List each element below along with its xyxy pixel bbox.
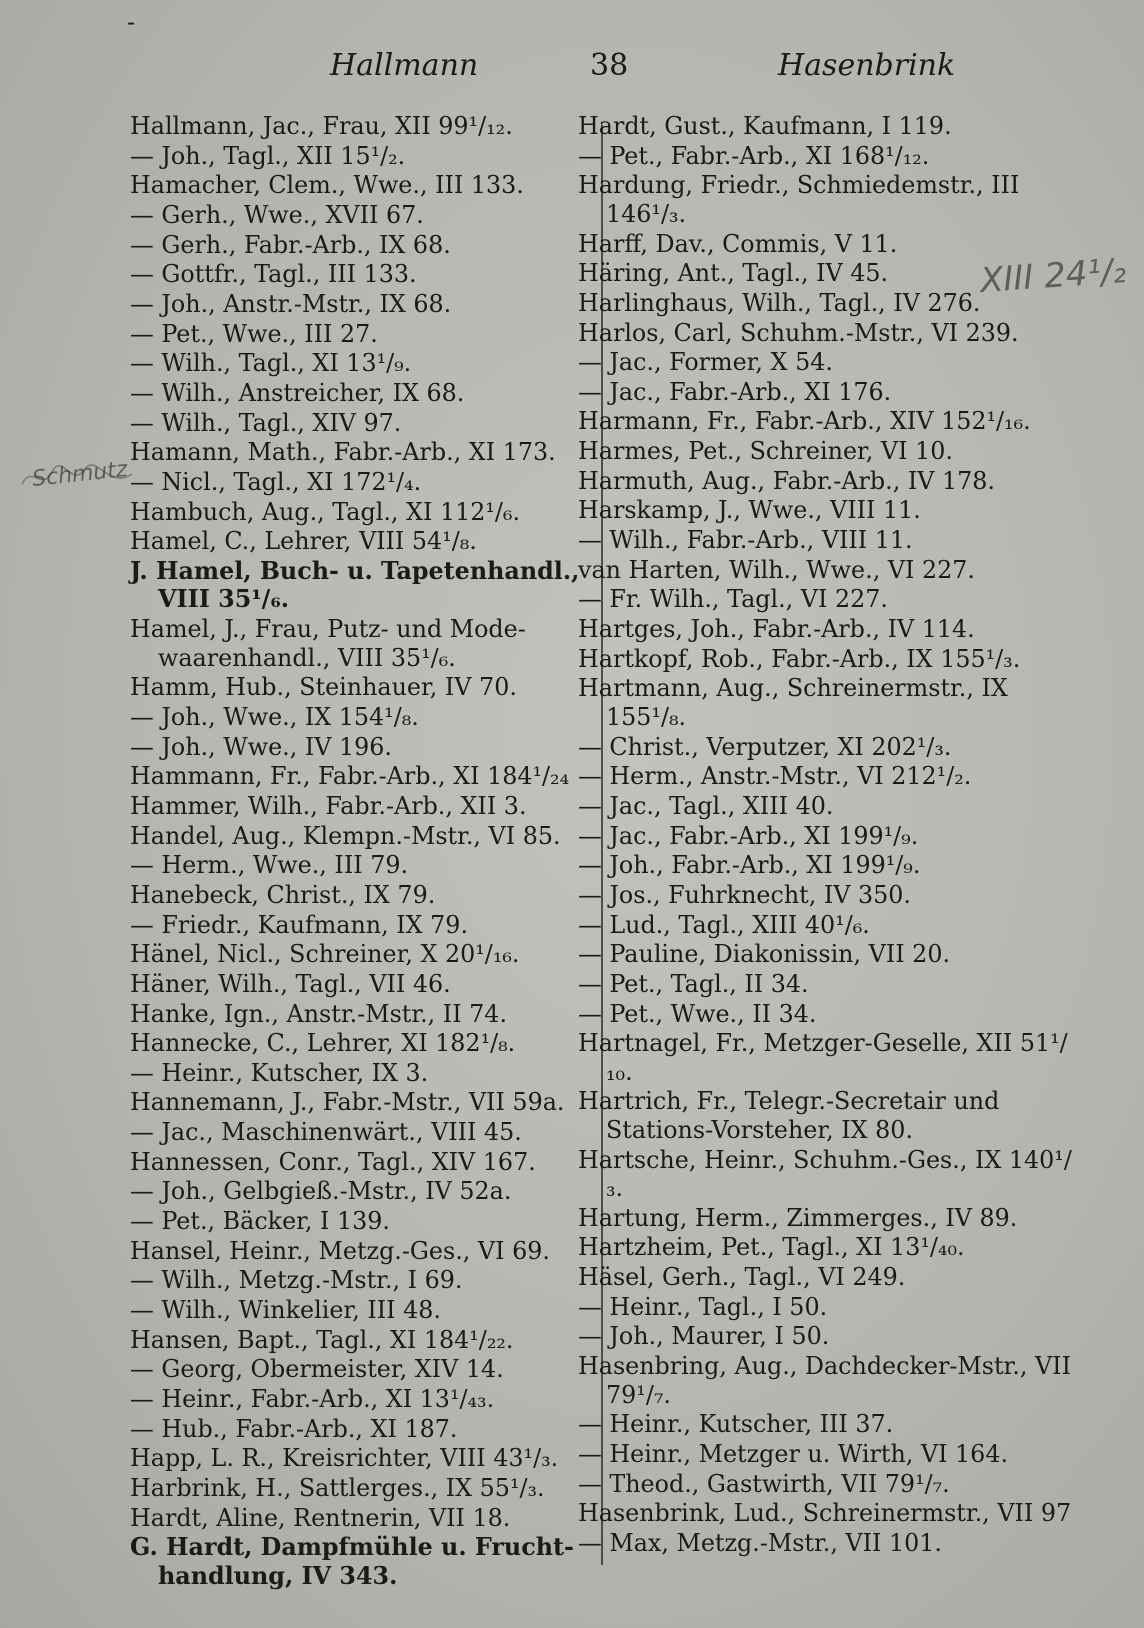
- directory-entry: Harmann, Fr., Fabr.-Arb., XIV 152¹/₁₆.: [578, 407, 1031, 436]
- directory-entry: Hannessen, Conr., Tagl., XIV 167.: [130, 1147, 536, 1176]
- directory-entry: Hasenbring, Aug., Dachdecker-Mstr., VII 79¹/₇.: [578, 1352, 1071, 1409]
- directory-entry: — Heinr., Tagl., I 50.: [578, 1292, 828, 1321]
- directory-entry: Häner, Wilh., Tagl., VII 46.: [130, 969, 451, 998]
- directory-entry: — Jac., Fabr.-Arb., XI 199¹/₉.: [578, 821, 919, 850]
- directory-entry: Hartsche, Heinr., Schuhm.-Ges., IX 140¹/₃.: [578, 1145, 1072, 1203]
- directory-entry: — Pet., Bäcker, I 139.: [130, 1207, 390, 1236]
- directory-entry: — Herm., Wwe., III 79.: [130, 851, 409, 880]
- directory-entry: Hänel, Nicl., Schreiner, X 20¹/₁₆.: [130, 940, 520, 969]
- directory-entry: Hartkopf, Rob., Fabr.-Arb., IX 155¹/₃.: [578, 644, 1021, 673]
- directory-entry: G. Hardt, Dampfmühle u. Frucht- handlung, IV 343.: [130, 1533, 574, 1590]
- directory-entry: Hanke, Ign., Anstr.-Mstr., II 74.: [130, 999, 508, 1028]
- directory-entry: Harmes, Pet., Schreiner, VI 10.: [578, 437, 953, 466]
- margin-note-left: Schmutz: [30, 457, 129, 492]
- directory-entry: — Hub., Fabr.-Arb., XI 187.: [130, 1414, 458, 1443]
- directory-entry: — Friedr., Kaufmann, IX 79.: [130, 910, 469, 939]
- directory-entry: Harmuth, Aug., Fabr.-Arb., IV 178.: [578, 466, 995, 495]
- header-right-keyword: Hasenbrink: [778, 48, 956, 83]
- directory-entry: — Gerh., Wwe., XVII 67.: [130, 200, 424, 229]
- header-left-keyword: Hallmann: [330, 48, 479, 83]
- directory-entry: — Nicl., Tagl., XI 172¹/₄.: [130, 467, 422, 496]
- directory-entry: J. Hamel, Buch- u. Tapetenhandl., VIII 35¹/₆.: [130, 556, 580, 614]
- directory-entry: — Christ., Verputzer, XI 202¹/₃.: [578, 732, 952, 761]
- directory-entry: — Joh., Tagl., XII 15¹/₂.: [130, 141, 406, 170]
- directory-entry: Hardt, Gust., Kaufmann, I 119.: [578, 112, 952, 140]
- directory-entry: — Herm., Anstr.-Mstr., VI 212¹/₂.: [578, 762, 972, 791]
- directory-entry: Hammann, Fr., Fabr.-Arb., XI 184¹/₂₄: [130, 762, 570, 791]
- directory-entry: — Heinr., Kutscher, III 37.: [578, 1410, 894, 1439]
- directory-entry: Hamel, J., Frau, Putz- und Mode- waarenhandl., VIII 35¹/₆.: [130, 615, 526, 672]
- directory-entry: — Heinr., Metzger u. Wirth, VI 164.: [578, 1439, 1009, 1468]
- directory-entry: Harbrink, H., Sattlerges., IX 55¹/₃.: [130, 1474, 545, 1502]
- directory-entry: — Lud., Tagl., XIII 40¹/₆.: [578, 910, 870, 939]
- directory-entry: Hallmann, Jac., Frau, XII 99¹/₁₂.: [130, 112, 513, 140]
- directory-entry: — Joh., Wwe., IV 196.: [130, 732, 392, 761]
- directory-entry: — Georg, Obermeister, XIV 14.: [130, 1355, 504, 1384]
- directory-entry: Harff, Dav., Commis, V 11.: [578, 229, 898, 258]
- directory-entry: — Jac., Fabr.-Arb., XI 176.: [578, 377, 892, 406]
- directory-entry: — Pet., Wwe., II 34.: [578, 999, 817, 1028]
- directory-entry: Harlinghaus, Wilh., Tagl., IV 276.: [578, 288, 981, 317]
- directory-entry: Hamann, Math., Fabr.-Arb., XI 173.: [130, 438, 556, 467]
- directory-entry: Handel, Aug., Klempn.-Mstr., VI 85.: [130, 821, 561, 850]
- directory-entry: — Joh., Gelbgieß.-Mstr., IV 52a.: [130, 1177, 512, 1206]
- directory-entry: Häring, Ant., Tagl., IV 45.: [578, 259, 889, 288]
- directory-entry: Häsel, Gerh., Tagl., VI 249.: [578, 1263, 906, 1292]
- directory-entry: Hardung, Friedr., Schmiedemstr., III 146¹/₃.: [578, 171, 1020, 228]
- directory-entry: Hanebeck, Christ., IX 79.: [130, 880, 436, 909]
- directory-entry: Harskamp, J., Wwe., VIII 11.: [578, 496, 921, 525]
- directory-entry: — Heinr., Kutscher, IX 3.: [130, 1058, 429, 1087]
- directory-entry: Hartnagel, Fr., Metzger-Geselle, XII 51¹/₁₀.: [578, 1029, 1068, 1086]
- directory-entry: Hamel, C., Lehrer, VIII 54¹/₈.: [130, 527, 477, 556]
- directory-entry: Hasenbrink, Lud., Schreinermstr., VII 97: [578, 1499, 1072, 1528]
- directory-entry: — Gerh., Fabr.-Arb., IX 68.: [130, 230, 451, 259]
- directory-entry: — Theod., Gastwirth, VII 79¹/₇.: [578, 1469, 950, 1498]
- directory-entry: Hannemann, J., Fabr.-Mstr., VII 59a.: [130, 1088, 565, 1117]
- directory-entry: Hambuch, Aug., Tagl., XI 112¹/₆.: [130, 497, 521, 526]
- directory-entry: Hartzheim, Pet., Tagl., XI 13¹/₄₀.: [578, 1233, 965, 1262]
- directory-entry: Hansen, Bapt., Tagl., XI 184¹/₂₂.: [130, 1325, 514, 1354]
- directory-entry: Hartges, Joh., Fabr.-Arb., IV 114.: [578, 615, 975, 644]
- directory-entry: — Gottfr., Tagl., III 133.: [130, 260, 417, 289]
- directory-entry: — Pet., Tagl., II 34.: [578, 969, 809, 998]
- directory-entry: — Wilh., Winkelier, III 48.: [130, 1296, 441, 1325]
- directory-entry: — Jos., Fuhrknecht, IV 350.: [578, 880, 911, 909]
- directory-entry: — Joh., Anstr.-Mstr., IX 68.: [130, 289, 452, 318]
- directory-entry: — Wilh., Metzg.-Mstr., I 69.: [130, 1266, 463, 1295]
- directory-entry: — Wilh., Tagl., XIV 97.: [130, 408, 402, 437]
- directory-entry: — Wilh., Fabr.-Arb., VIII 11.: [578, 526, 913, 555]
- directory-entry: — Pet., Wwe., III 27.: [130, 319, 378, 348]
- page-header: [0, 48, 1144, 98]
- directory-entry: Happ, L. R., Kreisrichter, VIII 43¹/₃.: [130, 1444, 559, 1473]
- margin-note-right: XIII 24¹/₂: [978, 250, 1128, 302]
- directory-entry: Hartung, Herm., Zimmerges., IV 89.: [578, 1203, 1018, 1232]
- directory-entry: Hardt, Aline, Rentnerin, VII 18.: [130, 1503, 511, 1532]
- directory-entry: — Joh., Wwe., IX 154¹/₈.: [130, 702, 419, 731]
- directory-entry: — Wilh., Tagl., XI 13¹/₉.: [130, 349, 412, 378]
- directory-entry: Hamm, Hub., Steinhauer, IV 70.: [130, 673, 517, 702]
- directory-entry: Hansel, Heinr., Metzg.-Ges., VI 69.: [130, 1236, 550, 1265]
- directory-entry: — Jac., Former, X 54.: [578, 348, 833, 377]
- directory-entry: — Joh., Maurer, I 50.: [578, 1322, 830, 1351]
- directory-entry: Hamacher, Clem., Wwe., III 133.: [130, 171, 524, 200]
- directory-entry: — Pauline, Diakonissin, VII 20.: [578, 940, 951, 969]
- directory-entry: — Jac., Tagl., XIII 40.: [578, 791, 834, 820]
- directory-entry: — Jac., Maschinenwärt., VIII 45.: [130, 1118, 522, 1147]
- directory-entry: — Fr. Wilh., Tagl., VI 227.: [578, 585, 888, 614]
- directory-entry: — Pet., Fabr.-Arb., XI 168¹/₁₂.: [578, 141, 930, 170]
- left-column: [130, 112, 590, 1592]
- directory-entry: — Heinr., Fabr.-Arb., XI 13¹/₄₃.: [130, 1385, 495, 1414]
- right-column: [578, 112, 1078, 1559]
- page-number: 38: [590, 48, 629, 83]
- directory-entry: Hannecke, C., Lehrer, XI 182¹/₈.: [130, 1029, 516, 1058]
- directory-entry: — Max, Metzg.-Mstr., VII 101.: [578, 1528, 942, 1557]
- directory-entry: Hammer, Wilh., Fabr.-Arb., XII 3.: [130, 791, 527, 820]
- directory-entry: van Harten, Wilh., Wwe., VI 227.: [578, 555, 975, 584]
- directory-entry: — Joh., Fabr.-Arb., XI 199¹/₉.: [578, 851, 921, 880]
- directory-entry: Hartrich, Fr., Telegr.-Secretair und Stations-Vorsteher, IX 80.: [578, 1087, 1000, 1144]
- corner-dash: -: [127, 8, 136, 36]
- directory-entry: Harlos, Carl, Schuhm.-Mstr., VI 239.: [578, 318, 1019, 347]
- directory-entry: Hartmann, Aug., Schreinermstr., IX 155¹/₈.: [578, 674, 1008, 731]
- directory-entry: — Wilh., Anstreicher, IX 68.: [130, 378, 465, 407]
